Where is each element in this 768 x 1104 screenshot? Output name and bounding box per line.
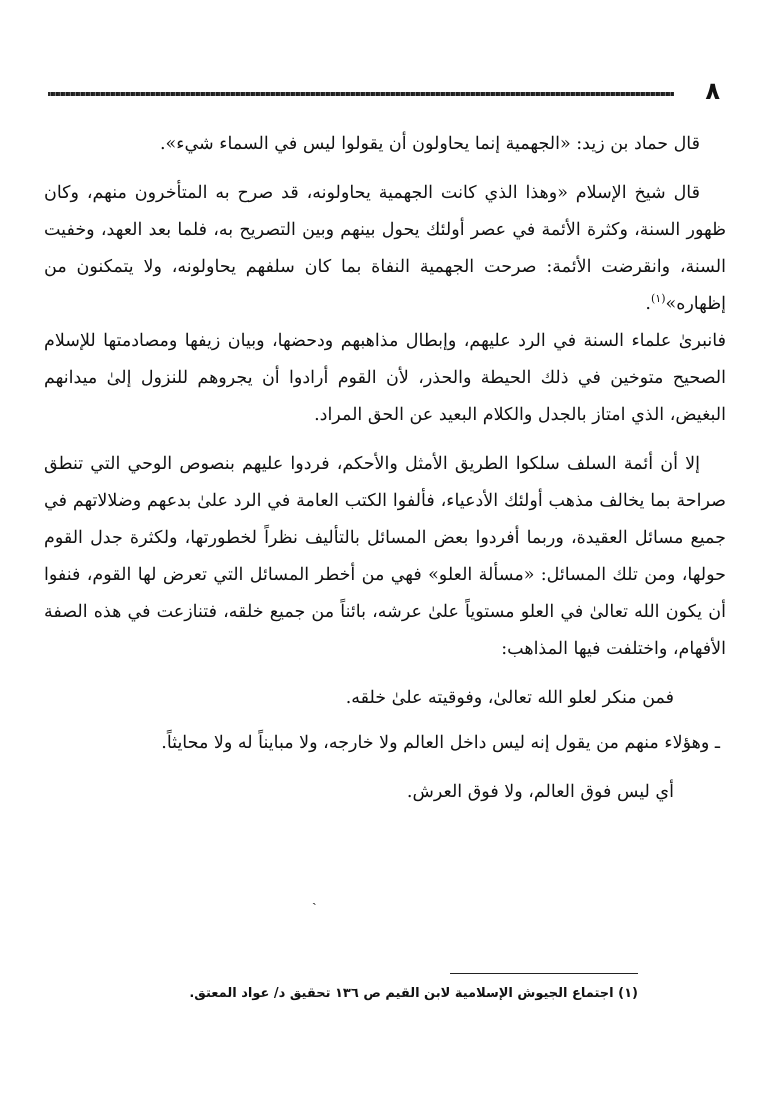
stray-print-mark: ˎ — [312, 890, 317, 906]
paragraph-scholars-response: فانبرىٰ علماء السنة في الرد عليهم، وإبطال مذاهبهم ودحضها، وبيان زيفها ومصادمتها للإسلام الصحيح متوخين في ذلك الحيطة والحذر، لأن القوم أرادوا أن يجروهم للنزول إلىٰ ميدانهم البغيض، الذي امتاز بالجدل والكلام البعيد عن الحق المراد. — [44, 331, 726, 425]
footnote: (١) اجتماع الجيوش الإسلامية لابن القيم ص ١٣٦ تحقيق د/ عواد المعتق. — [189, 986, 638, 1001]
main-text — [44, 126, 726, 811]
footnote-reference[interactable]: (١) — [650, 292, 666, 306]
quote-text: قال شيخ الإسلام «وهذا الذي كانت الجهمية يحاولونه، قد صرح به المتأخرون منهم، وكان ظهور السنة، وكثرة الأئمة في عصر أولئك يحول بينهم وبين التصريح به، فلما بعد العهد، وخفيت السنة، وانقرضت الأئمة: صرحت الجهمية النفاة بما كان سلفهم يحاولونه، ولا يتمكنون من إظهاره» — [44, 183, 726, 314]
header-rule — [48, 92, 674, 96]
quote-end-mark: . — [645, 294, 651, 314]
paragraph-hammad-quote: قال حماد بن زيد: «الجهمية إنما يحاولون أن يقولوا ليس في السماء شيء». — [159, 134, 700, 154]
page-header — [48, 78, 720, 108]
paragraph-shaykh-al-islam-quote — [44, 175, 726, 323]
paragraph-denier-view: ـ وهؤلاء منهم من يقول إنه ليس داخل العالم ولا خارجه، ولا مبايناً له ولا محايثاً. — [161, 733, 720, 753]
paragraph-explanation: أي ليس فوق العالم، ولا فوق العرش. — [406, 782, 674, 802]
page-number: ٨ — [705, 77, 720, 105]
footnote-separator — [450, 973, 638, 974]
paragraph-deniers: فمن منكر لعلو الله تعالىٰ، وفوقيته علىٰ خلقه. — [345, 688, 674, 708]
paragraph-salaf-method: إلا أن أئمة السلف سلكوا الطريق الأمثل والأحكم، فردوا عليهم بنصوص الوحي التي تنطق صراحة بما يخالف مذهب أولئك الأدعياء، فألفوا الكتب العامة في الرد علىٰ بدعهم وضلالاتهم في جميع مسائل العقيدة، وربما أفردوا بعض المسائل بالتأليف نظراً لخطورتها، ولكثرة جدل القوم حولها، ومن تلك المسائل: «مسألة العلو» فهي من أخطر المسائل التي تعرض لها القوم، فنفوا أن يكون الله تعالىٰ في العلو مستوياً علىٰ عرشه، بائناً من جميع خلقه، فتنازعت في هذه الصفة الأفهام، واختلفت فيها المذاهب: — [44, 454, 726, 659]
